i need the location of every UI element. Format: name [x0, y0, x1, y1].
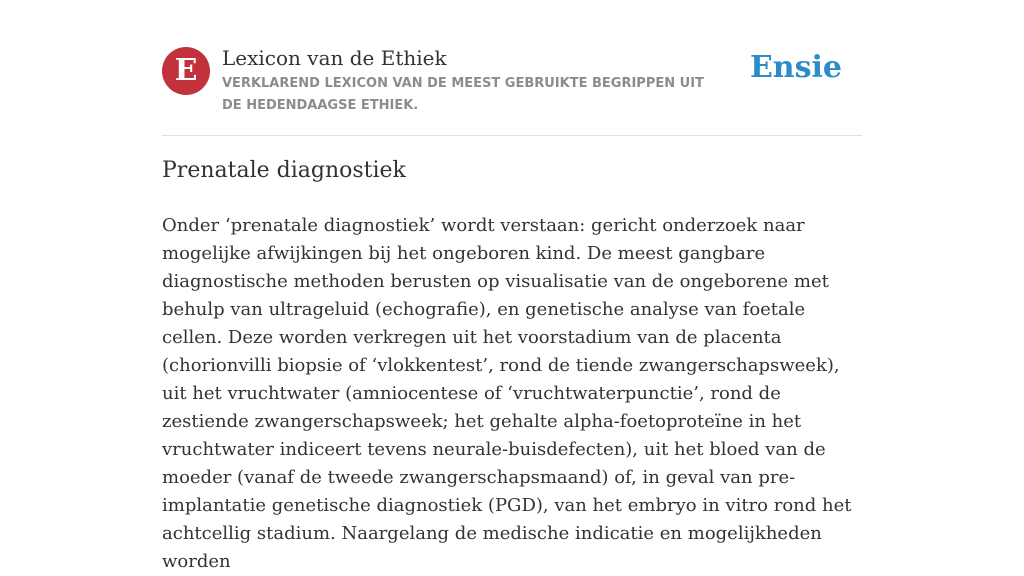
ensie-brand-logo[interactable]: Ensie: [749, 50, 842, 85]
site-subtitle: VERKLAREND LEXICON VAN DE MEEST GEBRUIKTE BEGRIPPEN UIT DE HEDENDAAGSE ETHIEK.: [222, 76, 704, 113]
site-header: [162, 44, 862, 124]
site-title[interactable]: Lexicon van de Ethiek: [222, 46, 447, 70]
logo-letter: E: [174, 53, 198, 88]
site-logo[interactable]: [162, 47, 210, 95]
header-divider: [162, 135, 862, 136]
article-title: Prenatale diagnostiek: [162, 158, 406, 183]
article-body: Onder ‘prenatale diagnostiek’ wordt verstaan: gericht onderzoek naar mogelijke afwijkingen bij het ongeboren kind. De meest gangbare diagnostische methoden berusten op visualisatie van de ongeborene met behulp van ultrageluid (echografie), en genetische analyse van foetale cellen. Deze worden verkregen uit het voorstadium van de placenta (chorionvilli biopsie of ‘vlokkentest’, rond de tiende zwangerschapsweek), uit het vruchtwater (amniocentese of ‘vruchtwaterpunctie’, rond de zestiende zwangerschapsweek; het gehalte alpha-foetoproteïne in het vruchtwater indiceert tevens neurale-buisdefecten), uit het bloed van de moeder (vanaf de tweede zwangerschapsmaand) of, in geval van pre-implantatie genetische diagnostiek (PGD), van het embryo in vitro rond het achtcellig stadium. Naargelang de medische indicatie en mogelijkheden worden: [162, 215, 852, 572]
